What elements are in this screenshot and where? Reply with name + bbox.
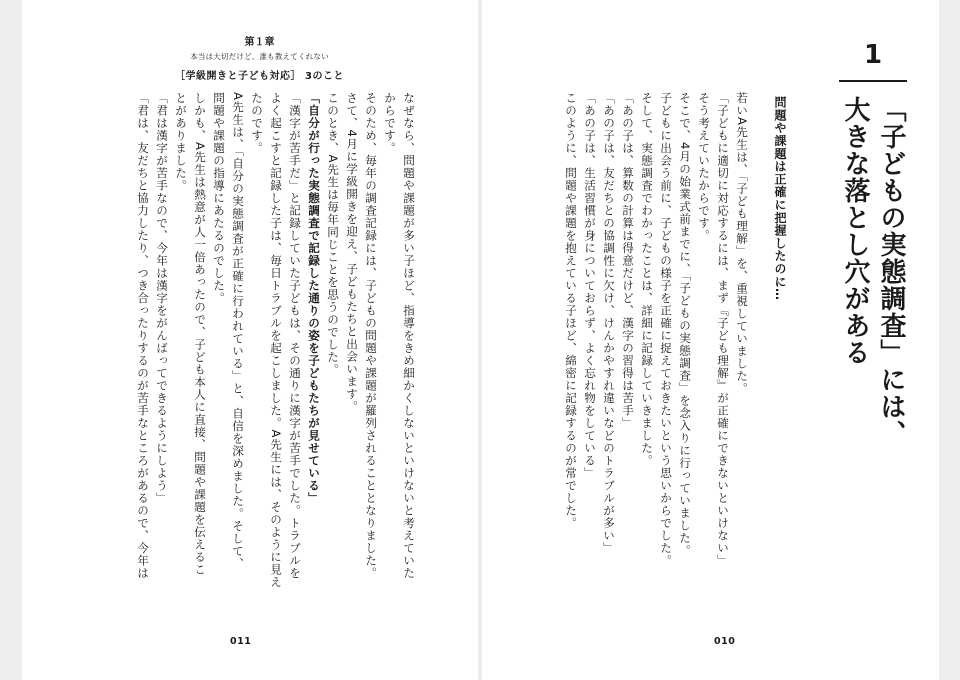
paragraph: 「あの子は、友だちとの協調性に欠け、けんかやすれ違いなどのトラブルが多い」 xyxy=(602,92,616,555)
paragraph: 「あの子は、算数の計算は得意だけど、漢字の習得は苦手」 xyxy=(621,92,635,430)
book-title: ［学級開きと子ども対応］ 3のこと xyxy=(175,71,344,82)
book-subtitle: 本当は大切だけど、誰も教えてくれない xyxy=(190,52,329,61)
chapter-label: 第１章 xyxy=(244,37,275,48)
paragraph: なぜなら、問題や課題が多い子ほど、指導をきめ細かくしないといけないと考えていた xyxy=(402,92,416,580)
left-body-text xyxy=(133,92,418,612)
paragraph: そのため、毎年の調査記録には、子どもの問題や課題が羅列されることとなりました。 xyxy=(364,92,378,580)
left-page xyxy=(22,0,480,680)
running-header xyxy=(172,33,347,82)
emphasis-quote: 「自分が行った実態調査で記録した通りの姿を子どもたちが見せている」 xyxy=(307,92,321,505)
paragraph: 「君は漢字が苦手なので、今年は漢字をがんばってできるようにしよう」 xyxy=(155,92,169,505)
paragraph: そこで、4月の始業式前までに、「子どもの実態調査」を念入りに行っていました。 xyxy=(678,92,692,557)
paragraph: 若いA先生は、「子ども理解」を、重視していました。 xyxy=(735,92,749,396)
subheading: 問題や課題は正確に把握したのに… xyxy=(773,96,787,301)
paragraph: そう考えていたからです。 xyxy=(697,92,711,242)
page-number: 010 xyxy=(714,636,736,647)
paragraph: このとき、A先生は毎年同じことを思うのでした。 xyxy=(326,92,340,376)
paragraph: からです。 xyxy=(383,92,397,155)
page-number: 011 xyxy=(230,636,252,647)
paragraph: たのです。 xyxy=(250,92,264,155)
paragraph: さて、4月に学級開きを迎え、子どもたちと出会います。 xyxy=(345,92,359,413)
book-spread xyxy=(22,0,939,680)
right-page xyxy=(480,0,939,680)
paragraph: 「子どもに適切に対応するには、まず『子ども理解』が正確にできないといけない」 xyxy=(716,92,730,567)
paragraph: A先生は、「自分の実態調査が正確に行われている」と、自信を深めました。そして、 xyxy=(231,92,245,571)
paragraph: このように、問題や課題を抱えている子ほど、綿密に記録するのが常でした。 xyxy=(564,92,578,530)
section-rule xyxy=(839,80,907,82)
paragraph: そして、実態調査でわかったことは、詳細に記録していきました。 xyxy=(640,92,654,467)
paragraph: 「あの子は、生活習慣が身についておらず、よく忘れ物をしている」 xyxy=(583,92,597,480)
paragraph: 子どもに出会う前に、子どもの様子を正確に捉えておきたいという思いからでした。 xyxy=(659,92,673,567)
heading-line: 「子どもの実態調査」には、 xyxy=(876,96,906,447)
right-body-text xyxy=(561,92,751,612)
paragraph: 問題や課題の指導にあたるのでした。 xyxy=(212,92,226,305)
section-heading xyxy=(837,96,909,447)
paragraph: しかも、A先生は熱意が人一倍あったので、子ども本人に直接、問題や課題を伝えるこ xyxy=(193,92,207,576)
section-number: 1 xyxy=(863,40,883,70)
paragraph: 「君は、友だちと協力したり、つき合ったりするのが苦手なところがあるので、今年は xyxy=(136,92,150,580)
heading-line: 大きな落とし穴がある xyxy=(840,96,870,366)
paragraph: とがありました。 xyxy=(174,92,188,192)
paragraph: よく起こすと記録した子は、毎日トラブルを起こしました。A先生には、そのように見え xyxy=(269,92,283,589)
paragraph: 「漢字が苦手だ」と記録していた子どもは、その通りに漢字が苦手でした。トラブルを xyxy=(288,92,302,580)
